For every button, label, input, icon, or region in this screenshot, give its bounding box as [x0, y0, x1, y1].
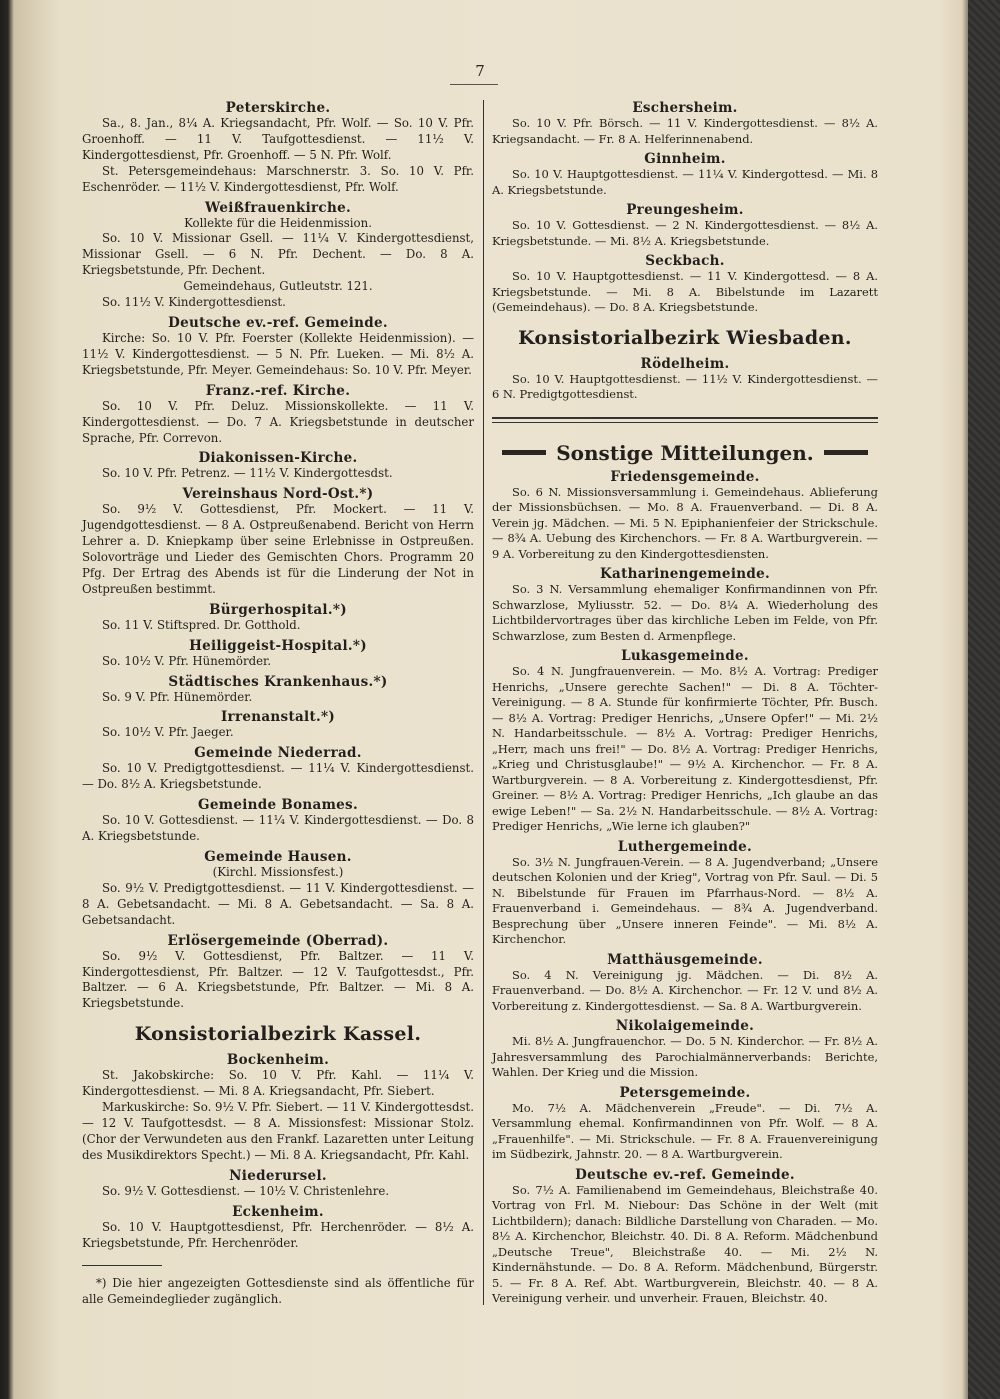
section-heading: Matthäusgemeinde. [607, 951, 763, 968]
section-heading: Friedensgemeinde. [610, 468, 760, 485]
announcement-text: Markuskirche: So. 9½ V. Pfr. Siebert. — 11 V. Kindergottesdst. — 12 V. Taufgottesdst. — 8 A. Missionsfest: Missionar Stolz. (Chor der Verwundeten aus den Frankf. Lazaretten unter Leitung des Musikdirektors Specht.) — Mi. 8 A. Kriegsandacht, Pfr. Kahl. [82, 1100, 474, 1162]
section-heading: Vereinshaus Nord-Ost.*) [182, 486, 374, 503]
announcement-text: So. 3½ N. Jungfrauen-Verein. — 8 A. Jugendverband; „Unsere deutschen Kolonien und der Krieg", Vortrag von Pfr. Saul. — Di. 5 N. Bibelstunde für Frauen im Pfarrhaus-Nord. — 8½ A. Frauenverband i. Gemeindehaus. — 8¾ A. Jugendverband. Besprechung über „Unsere inneren Feinde". — Mi. 8½ A. Kirchenchor. [492, 854, 878, 946]
announcement-text: So. 11½ V. Kindergottesdienst. [102, 295, 286, 310]
section-heading: Irrenanstalt.*) [220, 709, 336, 726]
announcement-text: So. 9½ V. Predigtgottesdienst. — 11 V. Kindergottesdienst. — 8 A. Gebetsandacht. — Mi. 8 A. Gebetsandacht. — Sa. 8 A. Gebetsandacht. [82, 880, 474, 927]
section-heading: Franz.-ref. Kirche. [205, 382, 351, 399]
announcement-text: Sa., 8. Jan., 8¼ A. Kriegsandacht, Pfr. Wolf. — So. 10 V. Pfr. Groenhoff. — 11 V. Taufgottesdienst. — 11½ V. Kindergottesdienst, Pfr. Groenhoff. — 5 N. Pfr. Wolf. [82, 116, 474, 162]
section-heading: Weißfrauenkirche. [205, 199, 351, 216]
district-heading: Konsistorialbezirk Wiesbaden. [518, 326, 852, 349]
section-heading: Städtisches Krankenhaus.*) [168, 673, 388, 690]
centered-note: Gemeindehaus, Gutleutstr. 121. [183, 279, 373, 294]
ornament-bar [502, 450, 546, 455]
section-heading: Lukasgemeinde. [621, 648, 749, 664]
section-heading: Gemeinde Hausen. [204, 849, 352, 865]
announcement-text: So. 9½ V. Gottesdienst. — 10½ V. Christenlehre. [102, 1183, 390, 1198]
section-heading: Bockenheim. [226, 1052, 330, 1069]
announcement-text: So. 10 V. Pfr. Börsch. — 11 V. Kindergottesdienst. — 8½ A. Kriegsandacht. — Fr. 8 A. Helferinnenabend. [492, 116, 878, 146]
section-heading: Eschersheim. [632, 100, 738, 116]
section-heading: Bürgerhospital.*) [209, 601, 347, 618]
announcement-text: So. 9 V. Pfr. Hünemörder. [102, 689, 253, 704]
announcement-text: St. Jakobskirche: So. 10 V. Pfr. Kahl. — 11¼ V. Kindergottesdienst. — Mi. 8 A. Kriegsandacht, Pfr. Siebert. [82, 1068, 474, 1099]
section-heading: Gemeinde Niederrad. [194, 745, 362, 762]
section-title-text: Sonstige Mitteilungen. [556, 440, 814, 465]
section-heading: Niederursel. [229, 1167, 327, 1184]
left-column [82, 96, 474, 1308]
section-heading: Seckbach. [645, 253, 725, 269]
announcement-text: So. 10 V. Predigtgottesdienst. — 11¼ V. Kindergottesdienst. — Do. 8½ A. Kriegsbetstunde. [82, 761, 474, 792]
section-heading: Deutsche ev.-ref. Gemeinde. [168, 314, 388, 331]
announcement-text: St. Petersgemeindehaus: Marschnerstr. 3. So. 10 V. Pfr. Eschenröder. — 11½ V. Kindergottesdienst, Pfr. Wolf. [82, 163, 474, 194]
announcement-text: Mi. 8½ A. Jungfrauenchor. — Do. 5 N. Kinderchor. — Fr. 8½ A. Jahresversammlung des Parochialmännerverbands: Berichte, Wahlen. Der Krieg und die Mission. [492, 1034, 878, 1079]
announcement-text: So. 10 V. Hauptgottesdienst. — 11¼ V. Kindergottesd. — Mi. 8 A. Kriegsbetstunde. [492, 167, 878, 197]
section-heading: Diakonissen-Kirche. [198, 450, 358, 467]
section-title [492, 441, 878, 465]
section-heading: Erlösergemeinde (Oberrad). [167, 932, 389, 949]
ornament-bar [824, 450, 868, 455]
section-heading: Heiliggeist-Hospital.*) [189, 637, 367, 654]
announcement-text: So. 10 V. Missionar Gsell. — 11¼ V. Kindergottesdienst, Missionar Gsell. — 6 N. Pfr. Dechent. — Do. 8 A. Kriegsbetstunde, Pfr. Dechent. [82, 231, 474, 278]
announcement-text: So. 10 V. Hauptgottesdienst. — 11 V. Kindergottesd. — 8 A. Kriegsbetstunde. — Mi. 8 A. Bibelstunde im Lazarett (Gemeindehaus). — Do. 8 A. Kriegsbetstunde. [492, 269, 878, 314]
announcement-text: So. 10 V. Pfr. Deluz. Missionskollekte. — 11 V. Kindergottesdienst. — Do. 7 A. Kriegsbetstunde in deutscher Sprache, Pfr. Correvon. [82, 398, 474, 445]
section-heading: Gemeinde Bonames. [198, 797, 358, 814]
page-number-rule [450, 84, 498, 85]
section-heading: Luthergemeinde. [617, 838, 753, 855]
announcement-text: So. 4 N. Jungfrauenverein. — Mo. 8½ A. Vortrag: Prediger Henrichs, „Unsere gerechte Sachen!" — Di. 8 A. Töchter-Vereinigung. — 8 A. Stunde für konfirmierte Töchter, Pfr. Busch. — 8½ A. Vortrag: Prediger Henrichs, „Unsere Opfer!" — Mi. 2½ N. Handarbeitsschule. — 8½ A. Vortrag: Prediger Henrichs, „Herr, mach uns frei!" — Do. 8½ A. Vortrag: Prediger Henrichs, „Krieg und Christusglaube!" — 9½ A. Kirchenchor. — Fr. 8 A. Wartburgverein. — 8 A. Vorbereitung z. Kindergottesdienst, Pfr. Greiner. — 8½ A. Vortrag: Prediger Henrichs, „Ich glaube an das ewige Leben!" — Sa. 2½ N. Handarbeitsschule. — 8½ A. Vortrag: Prediger Henrichs, „Wie lerne ich glauben?" [492, 664, 878, 833]
section-heading: Deutsche ev.-ref. Gemeinde. [575, 1166, 795, 1183]
announcement-text: So. 4 N. Vereinigung jg. Mädchen. — Di. 8½ A. Frauenverband. — Do. 8½ A. Kirchenchor. — Fr. 12 V. und 8½ A. Vorbereitung z. Kindergottesdienst. — Sa. 8 A. Wartburgverein. [492, 967, 878, 1013]
double-rule [492, 417, 878, 423]
book-spine [968, 0, 1000, 1399]
page-number: 7 [475, 62, 485, 80]
centered-note: Kollekte für die Heidenmission. [184, 215, 372, 230]
announcement-text: So. 9½ V. Gottesdienst, Pfr. Baltzer. — 11 V. Kindergottesdienst, Pfr. Baltzer. — 12 V. Taufgottesdst., Pfr. Baltzer. — 6 A. Kriegsbetstunde, Pfr. Baltzer. — Mi. 8 A. Kriegsbetstunde. [82, 948, 474, 1011]
announcement-text: So. 10½ V. Pfr. Hünemörder. [102, 653, 272, 668]
announcement-text: So. 7½ A. Familienabend im Gemeindehaus, Bleichstraße 40. Vortrag von Frl. M. Niebour: Das Schöne in der Welt (mit Lichtbildern); danach: Bildliche Darstellung von Charaden. — Mo. 8½ A. Kirchenchor, Bleichstr. 40. Di. 8 A. Reform. Mädchenbund „Deutsche Treue", Bleichstraße 40. — Mi. 2½ N. Kindernähstunde. — Do. 8 A. Reform. Mädchenbund, Bürgerstr. 5. — Fr. 8 A. Ref. Abt. Wartburgverein, Bleichstr. 40. — 8 A. Vereinigung verheir. und unverheir. Frauen, Bleichstr. 40. [492, 1182, 878, 1305]
section-heading: Rödelheim. [640, 355, 730, 372]
right-column [492, 96, 878, 1307]
announcement-text: So. 10 V. Gottesdienst. — 11¼ V. Kindergottesdienst. — Do. 8 A. Kriegsbetstunde. [82, 813, 474, 844]
announcement-text: Kirche: So. 10 V. Pfr. Foerster (Kollekte Heidenmission). — 11½ V. Kindergottesdienst. — 5 N. Pfr. Lueken. — Mi. 8½ A. Kriegsbetstunde, Pfr. Meyer. Gemeindehaus: So. 10 V. Pfr. Meyer. [82, 330, 474, 377]
column-divider [483, 100, 484, 1305]
section-heading: Eckenheim. [232, 1203, 324, 1220]
footnote: *) Die hier angezeigten Gottesdienste sind als öffentliche für alle Gemeindeglieder zugänglich. [82, 1276, 474, 1307]
section-heading: Petersgemeinde. [619, 1084, 751, 1101]
announcement-text: So. 10 V. Hauptgottesdienst, Pfr. Herchenröder. — 8½ A. Kriegsbetstunde, Pfr. Herchenröder. [82, 1219, 474, 1250]
announcement-text: So. 6 N. Missionsversammlung i. Gemeindehaus. Ablieferung der Missionsbüchsen. — Mo. 8 A. Frauenverband. — Di. 8 A. Verein jg. Mädchen. — Mi. 5 N. Epiphanienfeier der Strickschule. — 8¾ A. Uebung des Kirchenchors. — Fr. 8 A. Wartburgverein. — 9 A. Vorbereitung zu den Kindergottesdiensten. [492, 484, 878, 561]
announcement-text: So. 9½ V. Gottesdienst, Pfr. Mockert. — 11 V. Jugendgottesdienst. — 8 A. Ostpreußenabend. Bericht von Herrn Lehrer a. D. Kniepkamp über seine Erlebnisse in Ostpreußen. Solovorträge und Lieder des Gemischten Chors. Programm 20 Pfg. Der Ertrag des Abends ist für die Linderung der Not in Ostpreußen bestimmt. [82, 502, 474, 596]
section-heading: Peterskirche. [225, 100, 331, 116]
announcement-text: So. 10 V. Gottesdienst. — 2 N. Kindergottesdienst. — 8½ A. Kriegsbetstunde. — Mi. 8½ A. Kriegsbetstunde. [492, 218, 878, 248]
section-heading: Preungesheim. [626, 202, 744, 218]
centered-note: (Kirchl. Missionsfest.) [212, 865, 344, 879]
section-heading: Katharinengemeinde. [599, 566, 770, 582]
footnote-rule [82, 1265, 162, 1266]
announcement-text: So. 10 V. Hauptgottesdienst. — 11½ V. Kindergottesdienst. — 6 N. Predigtgottesdienst. [492, 371, 878, 401]
announcement-text: So. 10 V. Pfr. Petrenz. — 11½ V. Kindergottesdst. [102, 466, 393, 481]
announcement-text: So. 10½ V. Pfr. Jaeger. [102, 725, 234, 740]
announcement-text: So. 11 V. Stiftspred. Dr. Gotthold. [102, 617, 301, 632]
announcement-text: Mo. 7½ A. Mädchenverein „Freude". — Di. 7½ A. Versammlung ehemal. Konfirmandinnen von Pfr. Wolf. — 8 A. „Frauenhilfe". — Mi. Strickschule. — Fr. 8 A. Frauenvereinigung im Südbezirk, Jahnstr. 20. — 8 A. Wartburgverein. [492, 1100, 878, 1161]
section-heading: Nikolaigemeinde. [615, 1018, 755, 1034]
announcement-text: So. 3 N. Versammlung ehemaliger Konfirmandinnen von Pfr. Schwarzlose, Myliusstr. 52. — Do. 8¼ A. Wiederholung des Lichtbildervortrages über das kirchliche Leben im Felde, von Pfr. Schwarzlose, zum Besten d. Armenpflege. [492, 582, 878, 643]
section-heading: Ginnheim. [644, 151, 726, 167]
district-heading: Konsistorialbezirk Kassel. [134, 1023, 422, 1046]
